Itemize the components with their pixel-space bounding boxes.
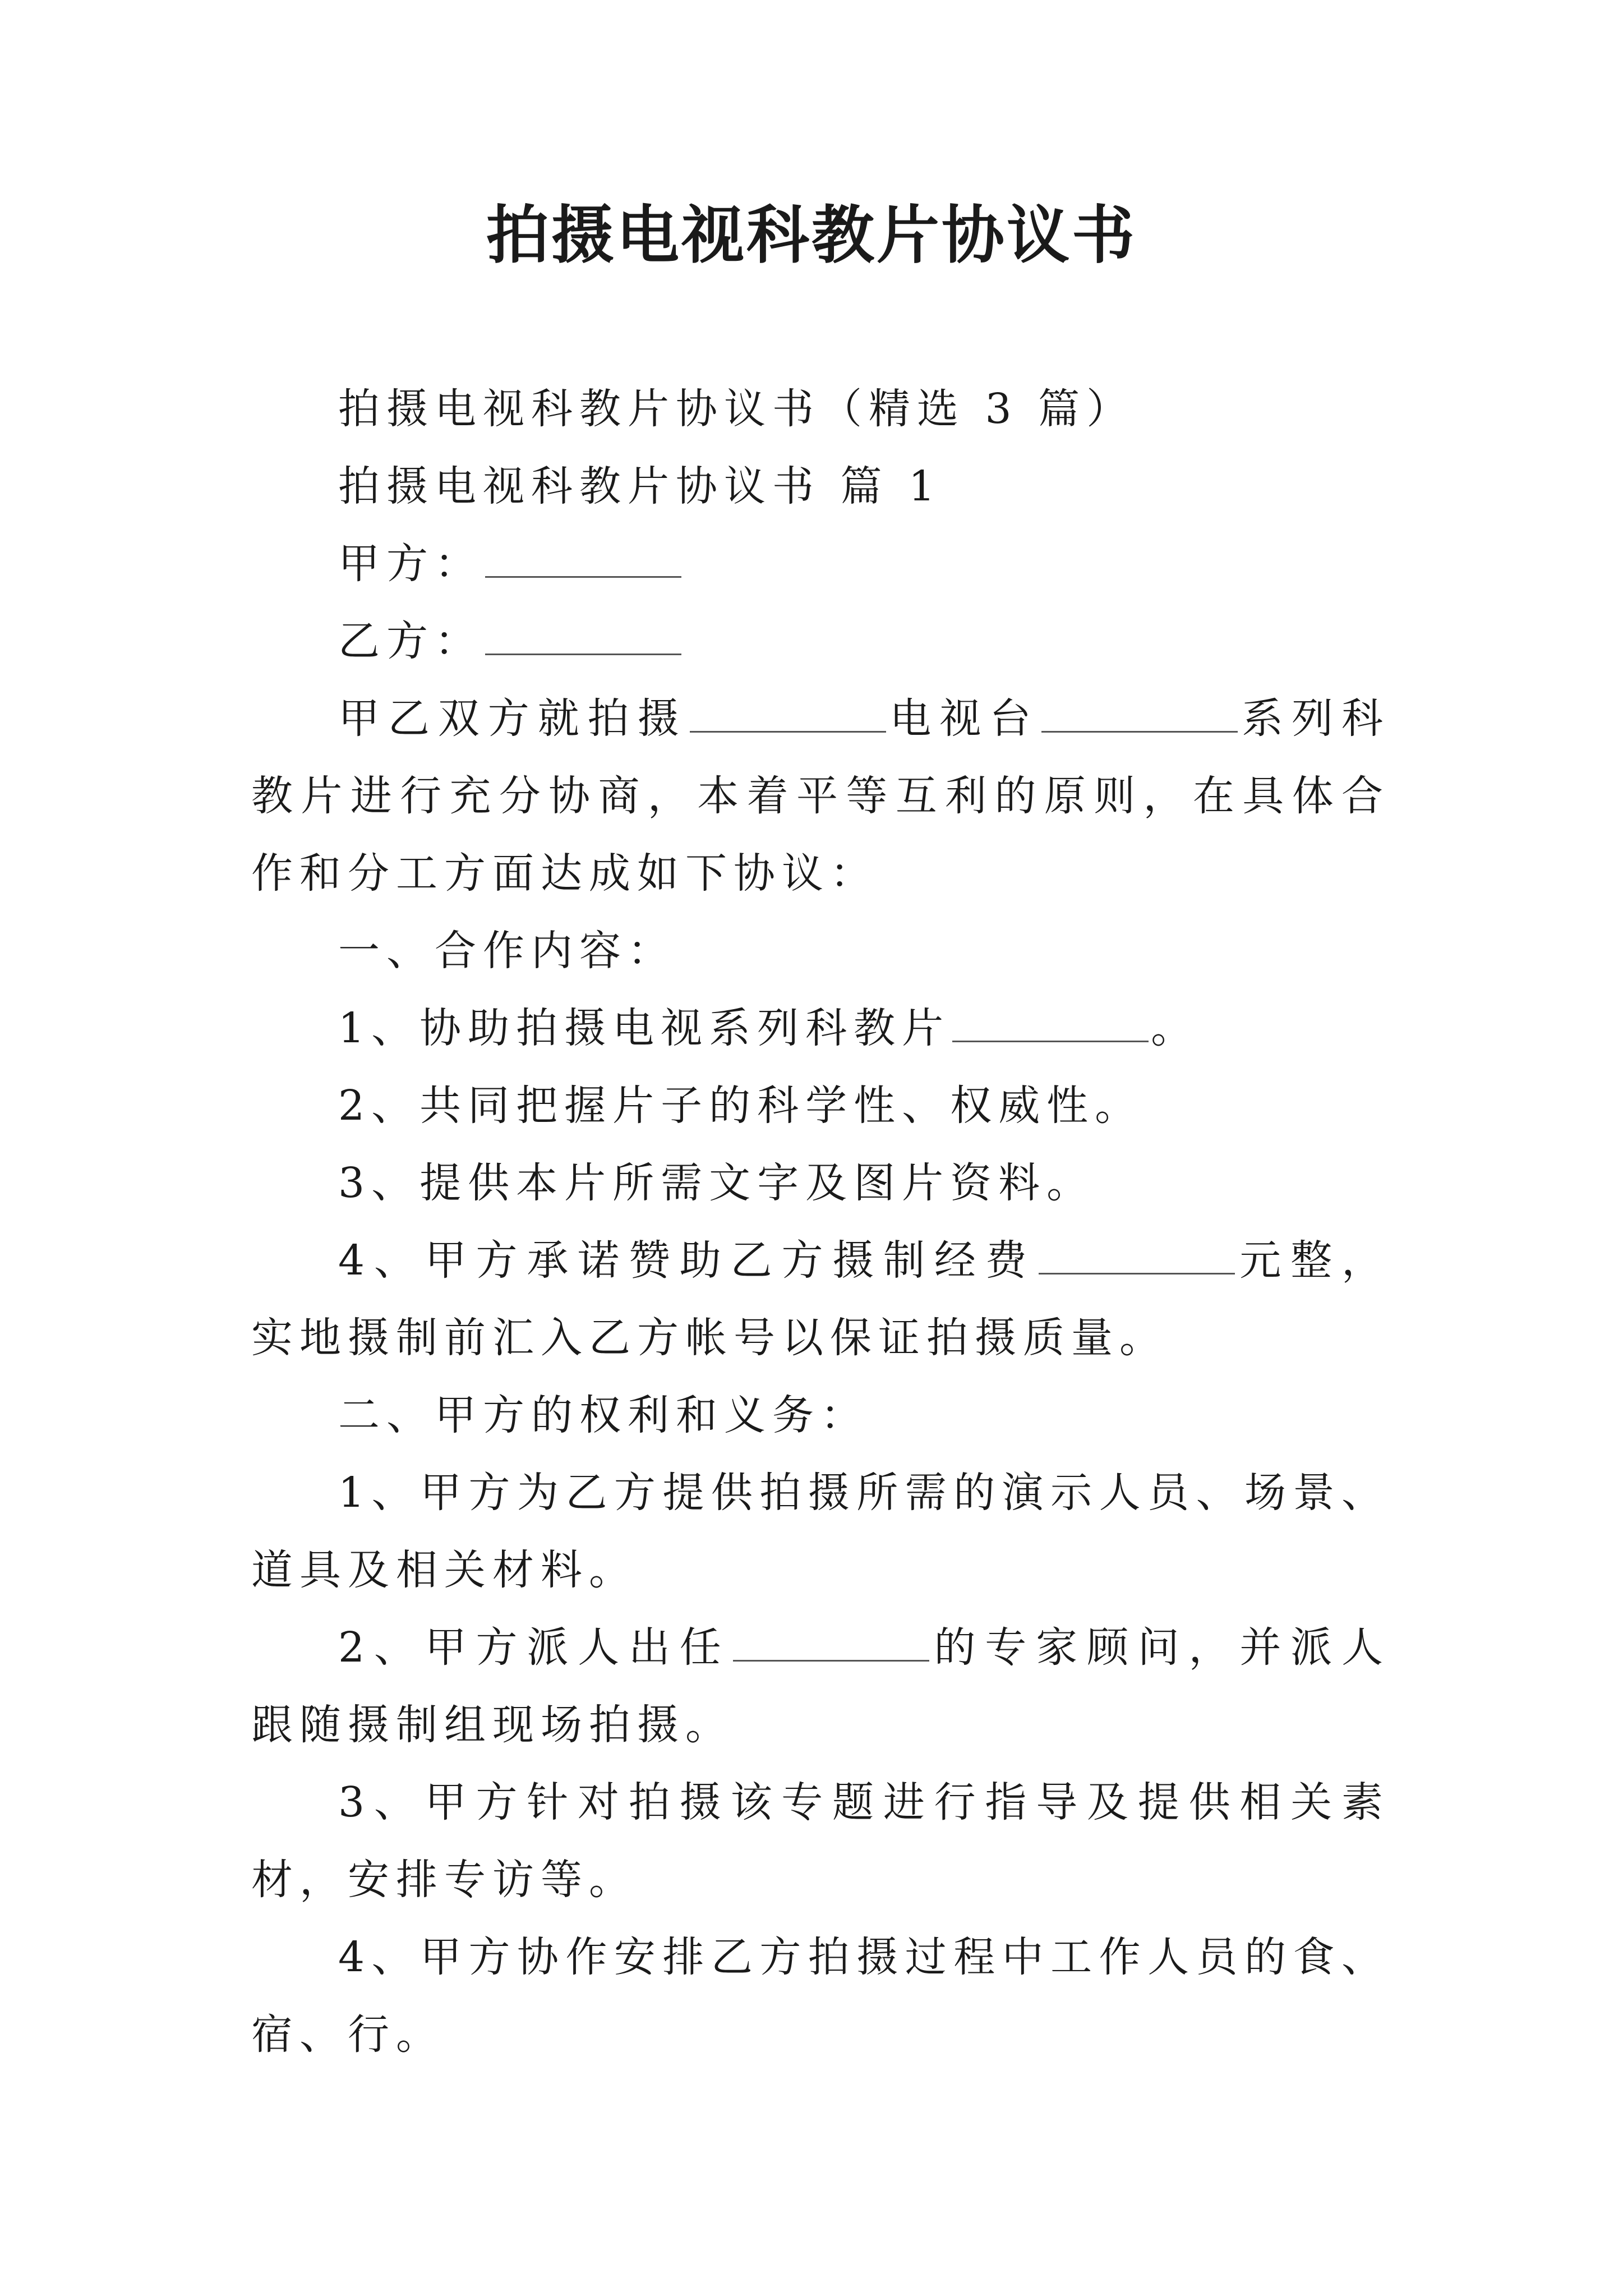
paragraph-intro: [251, 680, 1390, 912]
paragraph-text: 二、甲方的权利和义务：: [338, 1391, 869, 1439]
fill-blank: [1041, 697, 1238, 733]
paragraph-text: 3、甲方针对拍摄该专题进行指导及提供相关素材，安排专访等。: [251, 1778, 1390, 1904]
paragraph-text: 3、提供本片所需文字及图片资料。: [338, 1159, 1095, 1207]
paragraph-text: 拍摄电视科教片协议书（精选 3 篇）: [338, 385, 1135, 433]
paragraph-text: 拍摄电视科教片协议书 篇 1: [338, 462, 942, 510]
paragraph-text: 2、共同把握片子的科学性、权威性。: [338, 1082, 1144, 1130]
paragraph-text: 甲乙双方就拍摄: [338, 694, 688, 743]
fill-blank: [1039, 1239, 1235, 1274]
fill-blank: [690, 697, 886, 733]
party-a-label: 甲方：: [338, 540, 483, 588]
paragraph-text: 1、甲方为乙方提供拍摄所需的演示人员、场景、道具及相关材料。: [251, 1469, 1390, 1594]
section-heading-2: [251, 1377, 1390, 1454]
document-title: 拍摄电视科教片协议书: [486, 199, 1137, 272]
fill-blank: [952, 1007, 1149, 1042]
paragraph-item: [251, 1609, 1390, 1764]
paragraph-item: [251, 990, 1390, 1067]
paragraph-party-b: [251, 602, 1390, 680]
paragraph-part-heading: [251, 448, 1390, 525]
paragraph-text: 4、甲方承诺赞助乙方摄制经费: [338, 1236, 1036, 1285]
paragraph-subtitle: [251, 370, 1390, 448]
paragraph-item: [251, 1454, 1390, 1609]
paragraph-item: [251, 1222, 1390, 1377]
section-heading-1: [251, 912, 1390, 990]
paragraph-text: 的专家顾问，并派人跟随摄制组现场拍摄。: [251, 1623, 1390, 1749]
document-body: [251, 370, 1390, 2073]
paragraph-party-a: [251, 525, 1390, 602]
paragraph-item: [251, 1067, 1390, 1144]
paragraph-text: 元整，实地摄制前汇入乙方帐号以保证拍摄质量。: [251, 1236, 1390, 1362]
paragraph-text: 1、协助拍摄电视系列科教片: [338, 1004, 951, 1052]
paragraph-text: 系列科教片进行充分协商，本着平等互利的原则，在具体合作和分工方面达成如下协议：: [251, 694, 1390, 898]
fill-blank: [733, 1626, 929, 1662]
party-b-blank: [485, 620, 681, 655]
paragraph-text: 4、甲方协作安排乙方拍摄过程中工作人员的食、宿、行。: [251, 1933, 1390, 2059]
paragraph-text: 2、甲方派人出任: [338, 1623, 731, 1672]
paragraph-text: 电视台: [888, 694, 1040, 743]
paragraph-text: 。: [1151, 1004, 1200, 1052]
paragraph-item: [251, 1144, 1390, 1222]
party-a-blank: [485, 542, 681, 578]
paragraph-item: [251, 1764, 1390, 1918]
paragraph-text: 一、合作内容：: [338, 927, 676, 975]
paragraph-item: [251, 1918, 1390, 2073]
party-b-label: 乙方：: [338, 617, 483, 665]
